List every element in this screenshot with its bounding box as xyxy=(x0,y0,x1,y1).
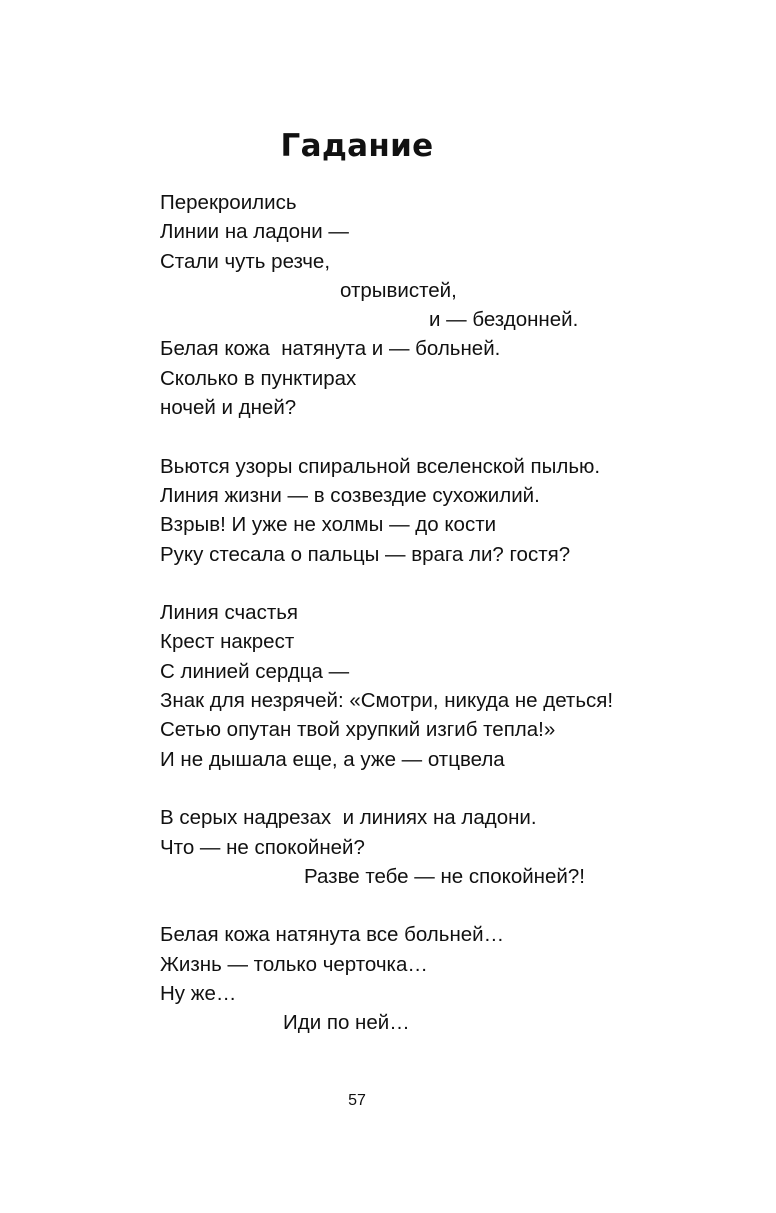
page-number: 57 xyxy=(348,1092,366,1109)
poem-line: Взрыв! И уже не холмы — до кости xyxy=(160,513,497,537)
poem-line: Иди по ней… xyxy=(283,1011,410,1035)
poem-line: Жизнь — только черточка… xyxy=(160,952,428,976)
poem-line: Линия жизни — в созвездие сухожилий. xyxy=(160,483,540,507)
poem-title: Гадание xyxy=(280,128,434,164)
poem-line: Белая кожа натянута все больней… xyxy=(160,923,505,947)
stanza-break xyxy=(160,774,680,803)
poem-line: Знак для незрячей: «Смотри, никуда не деться! xyxy=(160,689,614,713)
poem-line: Вьются узоры спиральной вселенской пылью. xyxy=(160,454,601,478)
poem-line: Руку стесала о пальцы — врага ли? гостя? xyxy=(160,542,571,566)
poem-line: Разве тебе — не спокойней?! xyxy=(304,864,585,888)
stanza-break xyxy=(160,422,680,451)
poem-line: Стали чуть резче, xyxy=(160,249,331,273)
poem-line: Крест накрест xyxy=(160,630,295,654)
poem-line: И не дышала еще, а уже — отцвела xyxy=(160,747,505,771)
poem-line: Белая кожа натянута и — больней. xyxy=(160,337,501,361)
poem-line: Сетью опутан твой хрупкий изгиб тепла!» xyxy=(160,718,556,742)
poem-line: Что — не спокойней? xyxy=(160,835,365,859)
poem-line: Линии на ладони — xyxy=(160,220,349,244)
poem-line: В серых надрезах и линиях на ладони. xyxy=(160,806,537,830)
poem-line: ночей и дней? xyxy=(160,396,297,420)
poem-line: Ну же… xyxy=(160,982,237,1006)
poem-body xyxy=(160,188,680,1038)
poem-line: С линией сердца — xyxy=(160,659,350,683)
poem-line: и — бездонней. xyxy=(429,308,579,332)
stanza-break xyxy=(160,569,680,598)
poem-line: отрывистей, xyxy=(340,278,457,302)
poem-line: Сколько в пунктирах xyxy=(160,366,357,390)
stanza-break xyxy=(160,891,680,920)
poem-line: Линия счастья xyxy=(160,601,298,625)
poem-line: Перекроились xyxy=(160,191,297,214)
